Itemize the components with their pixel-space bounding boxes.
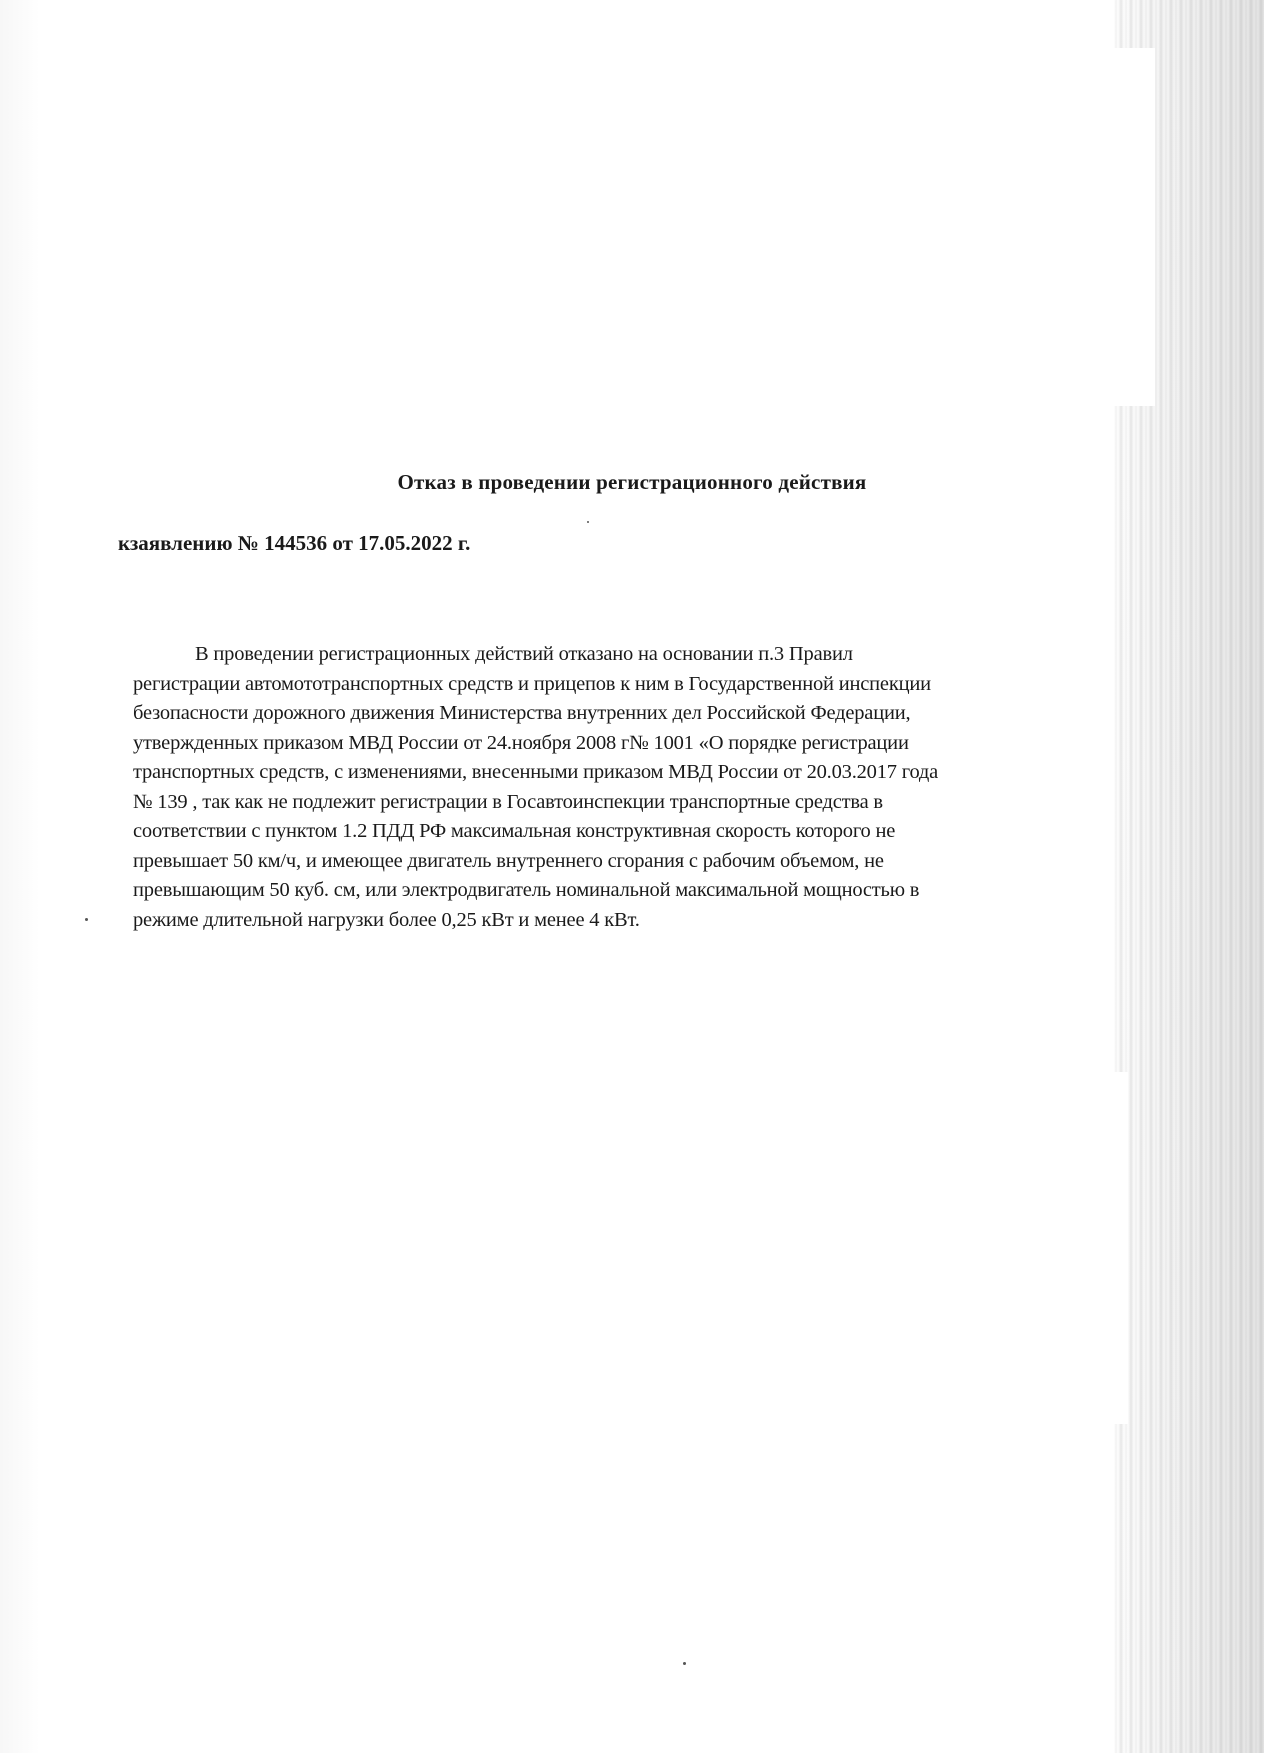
scan-shadow-left [0, 0, 40, 1753]
document-body [133, 640, 1133, 935]
scan-speck [85, 918, 88, 921]
redacted-header-block [185, 48, 1155, 406]
body-paragraph: В проведении регистрационных действий отказано на основании п.3 Правил регистрации автомототранспортных средств и прицепов к ним в Государственной инспекции безопасности дорожного движения Министерства внутренних дел Российской Федерации, утвержденных приказом МВД России от 24.ноября 2008 г№ 1001 «О порядке регистрации транспортных средств, с изменениями, внесенными приказом МВД России от 20.03.2017 года № 139 , так как не подлежит регистрации в Госавтоинспекции транспортные средства в соответствии с пунктом 1.2 ПДД РФ максимальная конструктивная скорость которого не превышает 50 км/ч, и имеющее двигатель внутреннего сгорания с рабочим объемом, не превышающим 50 куб. см, или электродвигатель номинальной максимальной мощностью в режиме длительной нагрузки более 0,25 кВт и менее 4 кВт. [133, 643, 939, 931]
scan-speck [683, 1662, 686, 1665]
scan-speck [587, 521, 589, 523]
redacted-signature-block [40, 1072, 1128, 1424]
document-title: Отказ в проведении регистрационного действия [397, 470, 867, 494]
application-reference: кзаявлению № 144536 от 17.05.2022 г. [118, 531, 471, 555]
